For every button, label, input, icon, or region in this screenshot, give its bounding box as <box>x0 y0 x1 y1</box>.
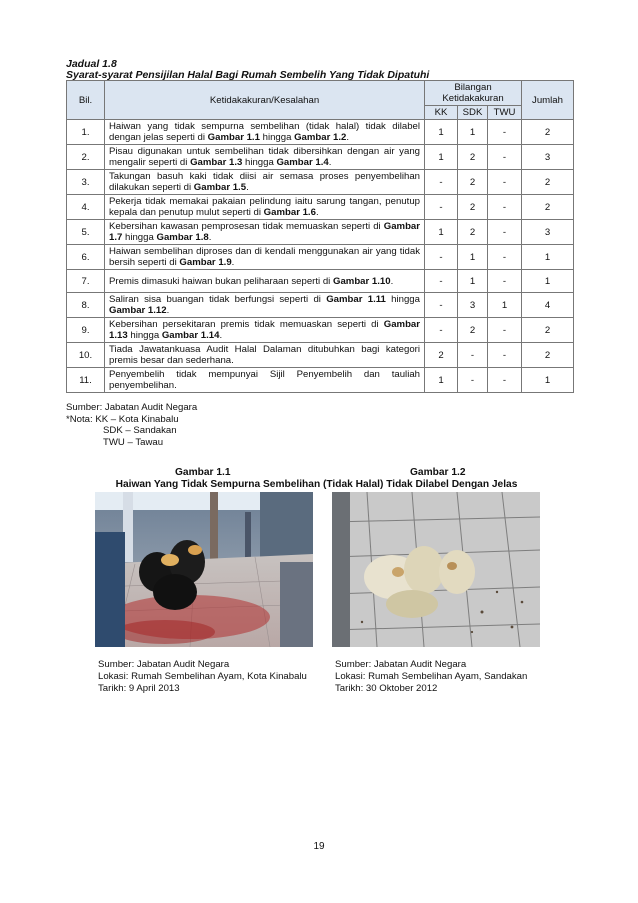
table-row <box>67 195 574 220</box>
description-text: Haiwan sembelihan diproses dan di kendali menggunakan air yang tidak bersih seperti di <box>109 246 420 268</box>
row-number: 8. <box>67 293 105 318</box>
figure-1-date: Tarikh: 9 April 2013 <box>98 683 180 694</box>
row-total: 3 <box>522 145 574 170</box>
header-item: Ketidakakuran/Kesalahan <box>105 81 425 120</box>
description-text: . <box>390 275 394 287</box>
row-description <box>105 220 425 245</box>
description-text: . <box>208 232 212 243</box>
requirements-table <box>66 80 574 393</box>
count-twu: - <box>488 220 522 245</box>
figure-1-photo <box>95 492 313 647</box>
description-text: Takungan basuh kaki tidak diisi air semasa proses penyembelihan dilakukan seperti di <box>109 171 420 193</box>
description-text: Pekerja tidak memakai pakaian pelindung iaitu sarung tangan, penutup kepala dan penutup mulut seperti di <box>109 196 420 218</box>
count-kk: - <box>425 170 458 195</box>
figure-reference: Gambar 1.3 <box>190 157 243 168</box>
figure-2-label: Gambar 1.2 <box>410 467 466 478</box>
count-kk: 2 <box>425 343 458 368</box>
description-text: Kebersihan persekitaran premis tidak memuaskan seperti di <box>109 319 384 330</box>
figure-2-date: Tarikh: 30 Oktober 2012 <box>335 683 438 694</box>
figure-2-photo <box>332 492 540 647</box>
description-text: hingga <box>127 330 162 341</box>
description-text: hingga <box>385 294 420 305</box>
row-total: 1 <box>522 368 574 393</box>
description-text: hingga <box>259 132 295 143</box>
header-kk: KK <box>425 106 458 120</box>
table-row <box>67 170 574 195</box>
description-text: . <box>315 207 319 218</box>
row-number: 7. <box>67 270 105 293</box>
row-description <box>105 120 425 145</box>
count-twu: - <box>488 170 522 195</box>
description-text: . <box>166 305 170 316</box>
description-text: Tiada Jawatankuasa Audit Halal Dalaman ditubuhkan bagi kategori premis besar dan sederhana. <box>109 344 420 366</box>
row-description <box>105 343 425 368</box>
row-description <box>105 195 425 220</box>
row-number: 5. <box>67 220 105 245</box>
count-kk: 1 <box>425 220 458 245</box>
tiled-floor-chickens-image <box>332 492 540 647</box>
header-count-group: Bilangan Ketidakakuran <box>425 81 522 106</box>
figure-reference: Gambar 1.10 <box>332 275 391 287</box>
count-sdk: 1 <box>458 245 488 270</box>
figure-2-location: Lokasi: Rumah Sembelihan Ayam, Sandakan <box>335 671 528 682</box>
header-bil: Bil. <box>67 81 105 120</box>
table-label: Jadual 1.8 <box>66 58 117 70</box>
count-twu: - <box>488 270 522 293</box>
count-kk: 1 <box>425 368 458 393</box>
header-twu: TWU <box>488 106 522 120</box>
description-text: Premis dimasuki haiwan bukan peliharaan seperti di <box>109 275 333 287</box>
row-total: 2 <box>522 343 574 368</box>
count-kk: - <box>425 318 458 343</box>
count-kk: 1 <box>425 120 458 145</box>
description-text: Pisau digunakan untuk sembelihan tidak dibersihkan dengan air yang mengalir seperti di <box>109 146 420 168</box>
figure-1-label: Gambar 1.1 <box>175 467 231 478</box>
figure-2-source: Sumber: Jabatan Audit Negara <box>335 659 467 670</box>
count-sdk: 1 <box>458 270 488 293</box>
table-row <box>67 343 574 368</box>
table-row <box>67 270 574 293</box>
page-number: 19 <box>313 841 325 852</box>
description-text: . <box>346 132 350 143</box>
count-sdk: 2 <box>458 170 488 195</box>
figure-reference: Gambar 1.12 <box>109 305 167 316</box>
figure-1-caption <box>98 659 307 695</box>
row-number: 6. <box>67 245 105 270</box>
description-text: . <box>328 157 332 168</box>
count-sdk: 2 <box>458 145 488 170</box>
row-number: 2. <box>67 145 105 170</box>
count-twu: - <box>488 343 522 368</box>
figure-reference: Gambar 1.8 <box>156 232 209 243</box>
table-row <box>67 318 574 343</box>
figure-2-caption <box>335 659 527 695</box>
description-text: hingga <box>242 157 277 168</box>
count-twu: - <box>488 195 522 220</box>
row-number: 3. <box>67 170 105 195</box>
count-twu: - <box>488 368 522 393</box>
row-number: 10. <box>67 343 105 368</box>
row-total: 2 <box>522 195 574 220</box>
count-sdk: 1 <box>458 120 488 145</box>
count-sdk: 2 <box>458 195 488 220</box>
count-twu: 1 <box>488 293 522 318</box>
figure-reference: Gambar 1.6 <box>263 207 316 218</box>
count-kk: 1 <box>425 145 458 170</box>
note-kk: *Nota: KK – Kota Kinabalu <box>66 413 179 425</box>
row-description <box>105 145 425 170</box>
table-body <box>67 120 574 393</box>
note-sdk: SDK – Sandakan <box>103 425 177 436</box>
row-number: 11. <box>67 368 105 393</box>
row-description <box>105 293 425 318</box>
table-title: Syarat-syarat Pensijilan Halal Bagi Rumah Sembelih Yang Tidak Dipatuhi <box>66 69 430 81</box>
count-kk: - <box>425 293 458 318</box>
count-sdk: - <box>458 343 488 368</box>
description-text: . <box>231 257 235 268</box>
count-sdk: - <box>458 368 488 393</box>
row-number: 1. <box>67 120 105 145</box>
row-total: 2 <box>522 170 574 195</box>
table-notes <box>66 402 197 448</box>
row-total: 1 <box>522 245 574 270</box>
row-total: 2 <box>522 120 574 145</box>
description-text: Haiwan yang tidak sempurna sembelihan (tidak halal) tidak dilabel dengan jelas seperti di <box>109 121 420 143</box>
description-text: Penyembelih tidak mempunyai Sijil Penyembelih dan tauliah penyembelihan. <box>109 369 420 391</box>
table-row <box>67 120 574 145</box>
count-twu: - <box>488 318 522 343</box>
description-text: Kebersihan kawasan pemprosesan tidak memuaskan seperti di <box>109 221 384 232</box>
figure-1-location: Lokasi: Rumah Sembelihan Ayam, Kota Kinabalu <box>98 671 307 682</box>
row-total: 2 <box>522 318 574 343</box>
figures-title: Haiwan Yang Tidak Sempurna Sembelihan (Tidak Halal) Tidak Dilabel Dengan Jelas <box>115 479 518 490</box>
row-description <box>105 170 425 195</box>
row-total: 4 <box>522 293 574 318</box>
table-row <box>67 245 574 270</box>
count-sdk: 2 <box>458 318 488 343</box>
figure-reference: Gambar 1.2 <box>294 132 347 143</box>
figure-reference: Gambar 1.1 <box>207 132 260 143</box>
figure-reference: Gambar 1.7 <box>109 221 420 243</box>
count-twu: - <box>488 120 522 145</box>
row-number: 4. <box>67 195 105 220</box>
figure-1-source: Sumber: Jabatan Audit Negara <box>98 659 230 670</box>
count-twu: - <box>488 145 522 170</box>
table-row <box>67 145 574 170</box>
row-description <box>105 270 425 293</box>
count-kk: - <box>425 195 458 220</box>
row-description <box>105 368 425 393</box>
count-sdk: 2 <box>458 220 488 245</box>
slaughterhouse-floor-image <box>95 492 313 647</box>
description-text: . <box>219 330 223 341</box>
row-description <box>105 318 425 343</box>
count-kk: - <box>425 270 458 293</box>
table-row <box>67 293 574 318</box>
table-source: Sumber: Jabatan Audit Negara <box>66 402 198 413</box>
figure-reference: Gambar 1.13 <box>109 319 420 341</box>
description-text: Saliran sisa buangan tidak berfungsi seperti di <box>109 294 327 305</box>
description-text: hingga <box>122 232 157 243</box>
header-sdk: SDK <box>458 106 488 120</box>
table-row <box>67 220 574 245</box>
count-sdk: 3 <box>458 293 488 318</box>
figure-reference: Gambar 1.9 <box>179 257 232 268</box>
row-total: 1 <box>522 270 574 293</box>
row-description <box>105 245 425 270</box>
table-row <box>67 368 574 393</box>
row-total: 3 <box>522 220 574 245</box>
description-text: . <box>246 182 249 193</box>
note-twu: TWU – Tawau <box>103 436 164 448</box>
header-total: Jumlah <box>522 81 574 120</box>
figure-reference: Gambar 1.14 <box>161 330 220 341</box>
count-kk: - <box>425 245 458 270</box>
row-number: 9. <box>67 318 105 343</box>
figure-reference: Gambar 1.11 <box>326 294 386 305</box>
figure-reference: Gambar 1.5 <box>193 182 247 193</box>
count-twu: - <box>488 245 522 270</box>
figure-reference: Gambar 1.4 <box>276 157 329 168</box>
